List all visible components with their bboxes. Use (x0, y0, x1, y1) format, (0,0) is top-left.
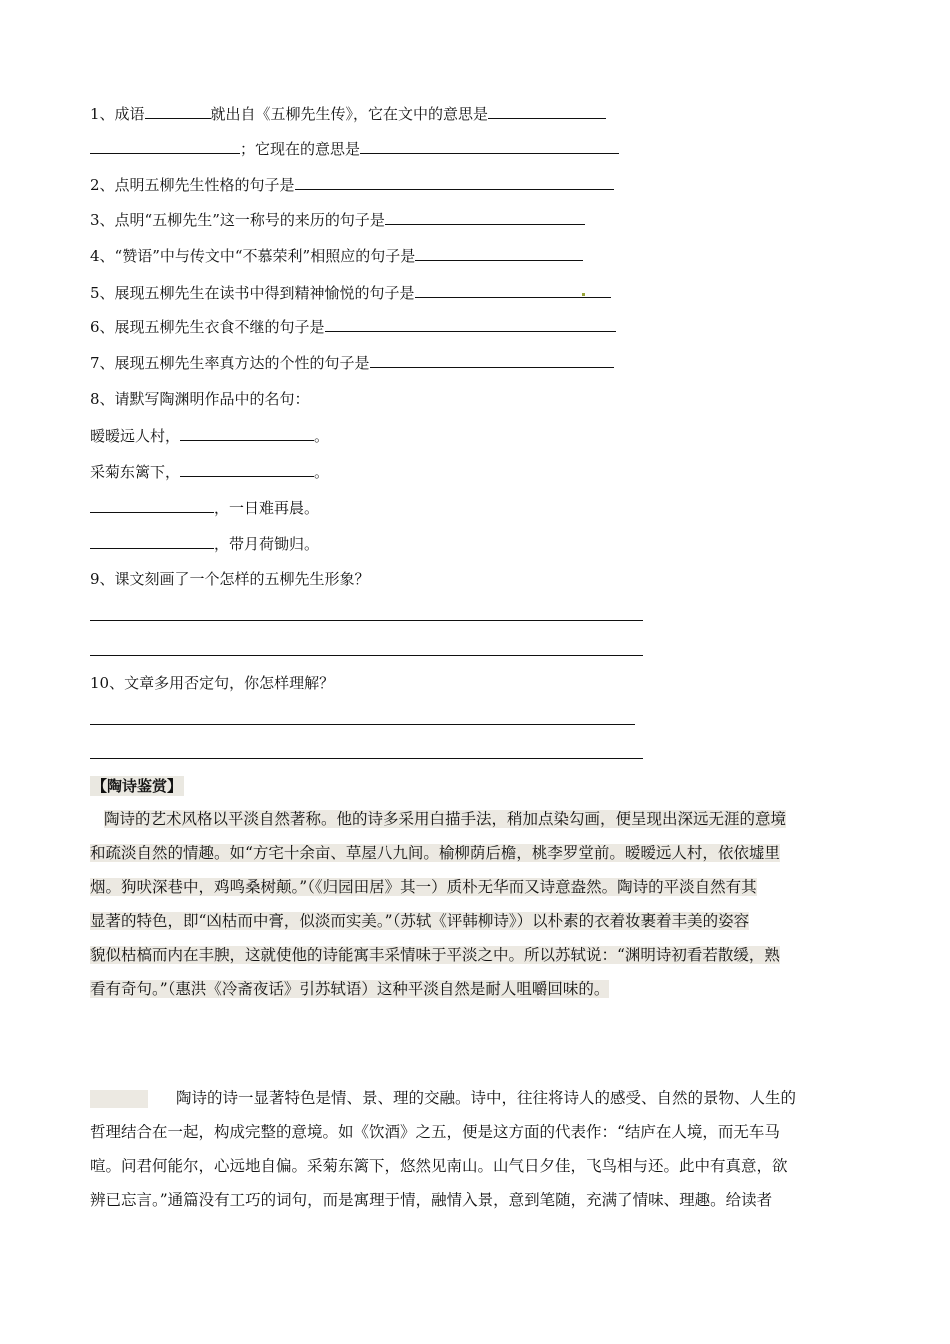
q1-middle: 就出自《五柳先生传》，它在文中的意思是 (210, 105, 489, 123)
q2-text: 2、点明五柳先生性格的句子是 (90, 176, 295, 194)
poem-line-1-end: 。 (314, 427, 330, 445)
p2-line (90, 1115, 860, 1149)
q7-text: 7、展现五柳先生率真方达的个性的句子是 (90, 354, 370, 372)
poem-line-3 (90, 497, 319, 518)
modern-meaning-blank[interactable] (360, 138, 619, 154)
stray-mark (582, 293, 585, 296)
q1-suffix: ；它现在的意思是 (240, 140, 361, 158)
p2-line-4: 辨已忘言。”通篇没有工巧的词句，而是寓理于情，融情入景，意到笔随，充满了情味、理趣。给读者 (90, 1191, 773, 1209)
section-heading: 【陶诗鉴赏】 (92, 777, 183, 795)
q1-prefix: 1、成语 (90, 105, 145, 123)
p2-indent (90, 1090, 148, 1108)
question-10 (90, 673, 334, 693)
p1-line-4: 显著的特色，即“凶枯而中膏，似淡而实美。”（苏轼《评韩柳诗》）以朴素的衣着妆裹着丰美的姿容 (90, 912, 750, 930)
q9-answer-line-1[interactable] (90, 620, 643, 621)
meaning-in-text-blank[interactable] (488, 103, 606, 119)
p1-line (90, 802, 860, 836)
question-1-line-1 (90, 103, 606, 124)
q7-blank[interactable] (370, 352, 614, 368)
q9-text: 9、课文刻画了一个怎样的五柳先生形象？ (90, 570, 370, 588)
p1-line (90, 836, 860, 870)
q10-text: 10、文章多用否定句，你怎样理解？ (90, 674, 335, 692)
p1-line-6: 看有奇句。”（惠洪《冷斋夜话》引苏轼语）这种平淡自然是耐人咀嚼回味的。 (90, 980, 610, 998)
p2-line-1: 陶诗的诗一显著特色是情、景、理的交融。诗中，往往将诗人的感受、自然的景物、人生的 (176, 1089, 797, 1107)
poem-line-1-text: 暧暧远人村， (90, 427, 181, 445)
paragraph-2 (90, 1081, 860, 1217)
q10-answer-line-1[interactable] (90, 724, 635, 725)
poem-line-3-text: ，一日难再晨。 (214, 499, 320, 517)
q3-text: 3、点明“五柳先生”这一称号的来历的句子是 (90, 211, 385, 229)
question-3 (90, 209, 585, 230)
meaning-in-text-blank-cont[interactable] (90, 138, 240, 154)
question-7 (90, 352, 614, 373)
q9-answer-line-2[interactable] (90, 655, 643, 656)
poem-line-1 (90, 425, 329, 446)
q6-text: 6、展现五柳先生衣食不继的句子是 (90, 318, 325, 336)
q3-blank[interactable] (385, 209, 585, 225)
p2-line (90, 1183, 860, 1217)
poem-line-1-blank[interactable] (180, 425, 314, 441)
p1-line (90, 870, 860, 904)
poem-line-2-end: 。 (314, 463, 330, 481)
idiom-blank[interactable] (145, 103, 211, 119)
p2-line-2: 哲理结合在一起，构成完整的意境。如《饮酒》之五，便是这方面的代表作：“结庐在人境，而无车马 (90, 1123, 780, 1141)
p1-line (90, 972, 860, 1006)
p1-line-3: 烟。狗吠深巷中，鸡鸣桑树颠。”（《归园田居》其一）质朴无华而又诗意盎然。陶诗的平淡自然有其 (90, 878, 757, 896)
poem-line-3-blank[interactable] (90, 497, 214, 513)
question-6 (90, 316, 616, 337)
question-5 (90, 282, 611, 303)
q5-blank[interactable] (415, 282, 611, 298)
poem-line-2-blank[interactable] (180, 461, 314, 477)
p2-line (90, 1081, 860, 1115)
q6-blank[interactable] (325, 316, 616, 332)
p1-line (90, 938, 860, 972)
p1-line-2: 和疏淡自然的情趣。如“方宅十余亩、草屋八九间。榆柳荫后檐，桃李罗堂前。暧暧远人村，依依墟里 (90, 844, 780, 862)
q4-text: 4、“赞语”中与传文中“不慕荣利”相照应的句子是 (90, 247, 416, 265)
poem-line-4 (90, 533, 319, 554)
question-9 (90, 569, 370, 589)
p2-line (90, 1149, 860, 1183)
poem-line-4-text: ，带月荷锄归。 (214, 535, 320, 553)
p1-line-5: 貌似枯槁而内在丰腴，这就使他的诗能寓丰采情味于平淡之中。所以苏轼说：“渊明诗初看若散缓，熟 (90, 946, 780, 964)
question-2 (90, 174, 614, 195)
q5-text: 5、展现五柳先生在读书中得到精神愉悦的句子是 (90, 284, 415, 302)
question-4 (90, 245, 583, 266)
question-1-line-2 (90, 138, 619, 159)
q4-blank[interactable] (415, 245, 583, 261)
paragraph-1 (90, 802, 860, 1006)
poem-line-2 (90, 461, 329, 482)
question-8 (90, 389, 310, 409)
poem-line-2-text: 采菊东篱下， (90, 463, 181, 481)
p1-line (90, 904, 860, 938)
p2-line-3: 喧。问君何能尔，心远地自偏。采菊东篱下，悠然见南山。山气日夕佳，飞鸟相与还。此中有真意，欲 (90, 1157, 788, 1175)
q10-answer-line-2[interactable] (90, 758, 643, 759)
q8-text: 8、请默写陶渊明作品中的名句： (90, 390, 310, 408)
p1-line-1: 陶诗的艺术风格以平淡自然著称。他的诗多采用白描手法，稍加点染勾画，便呈现出深远无涯的意境 (104, 810, 787, 828)
poem-line-4-blank[interactable] (90, 533, 214, 549)
q2-blank[interactable] (295, 174, 614, 190)
